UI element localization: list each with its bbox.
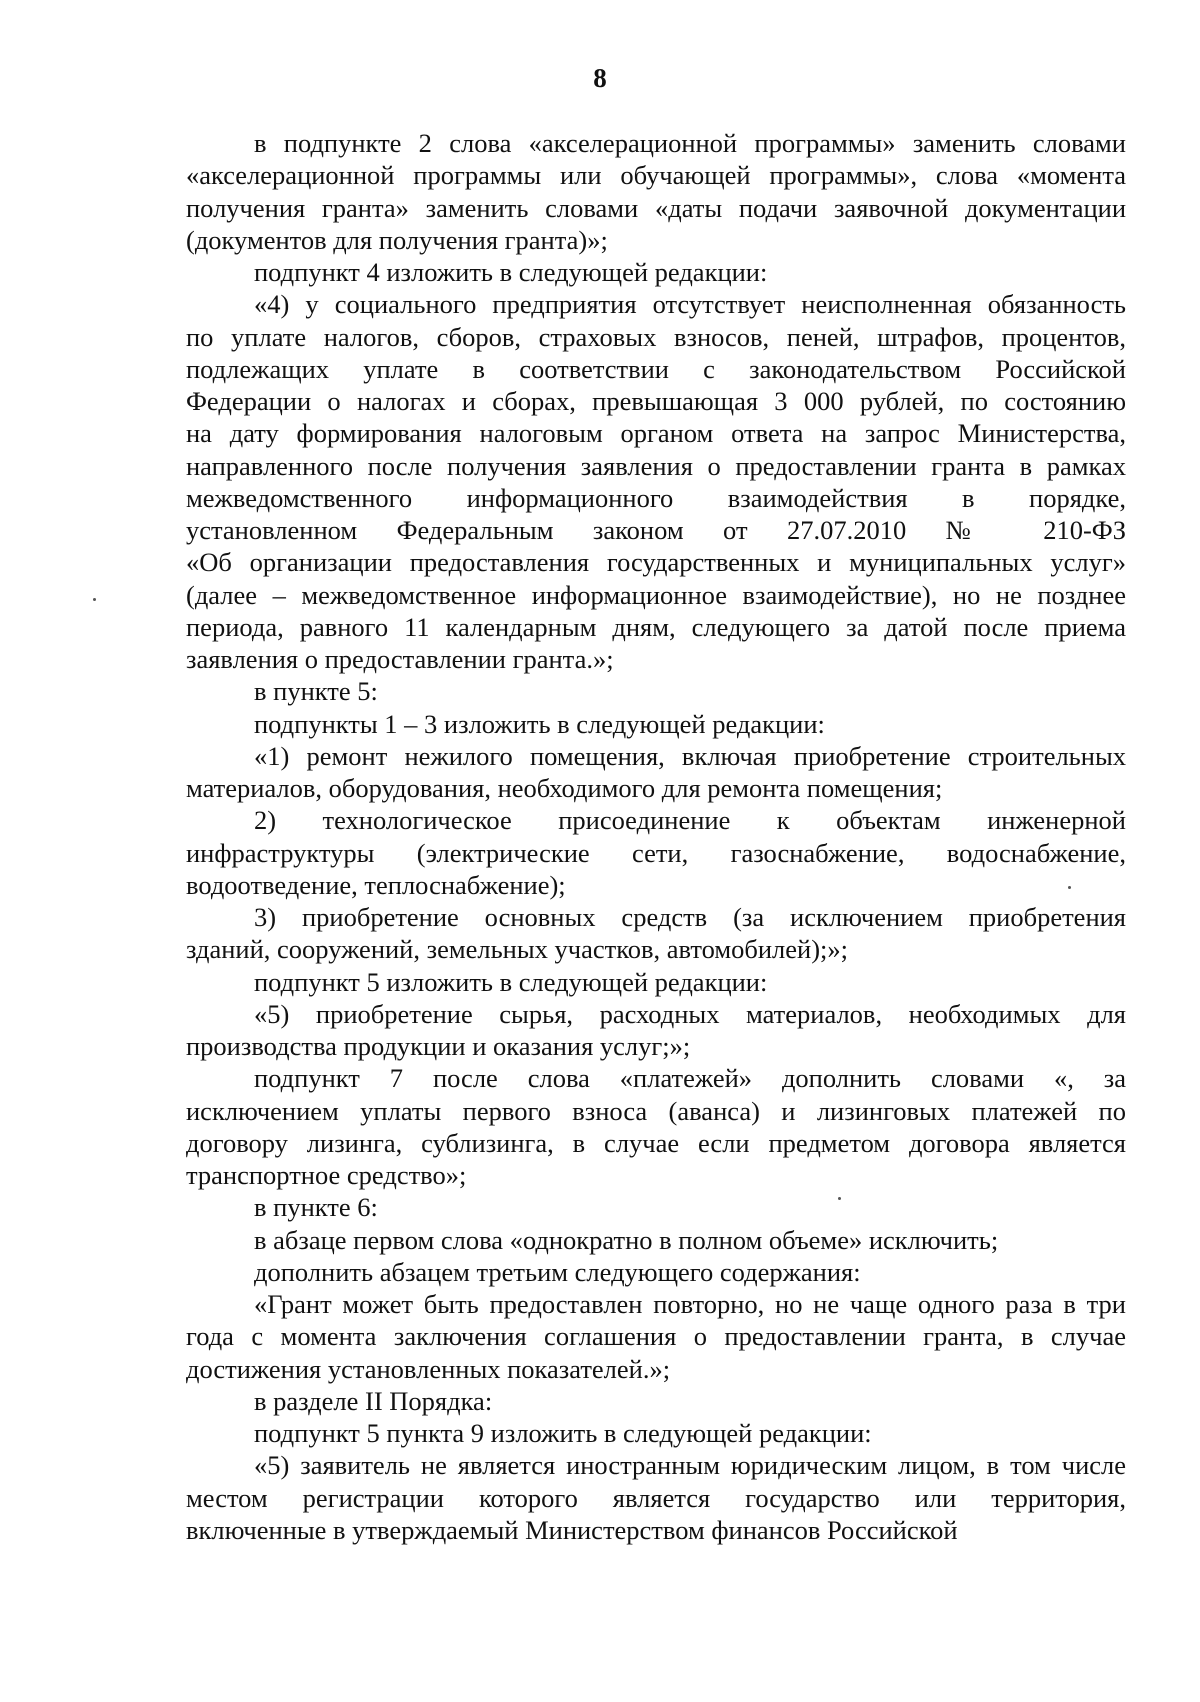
text-line: транспортное средство»;: [186, 1160, 467, 1190]
text-line: производства продукции и оказания услуг;»;: [186, 1031, 691, 1061]
text-line: получения гранта» заменить словами «даты подачи заявочной документации: [186, 192, 1126, 223]
paragraph: [186, 675, 1126, 707]
text-line: в разделе II Порядка:: [254, 1385, 493, 1416]
text-line: зданий, сооружений, земельных участков, автомобилей);»;: [186, 934, 849, 965]
text-line: 2) технологическое присоединение к объектам инженерной: [254, 805, 1126, 836]
text-line: инфраструктуры (электрические сети, газоснабжение, водоснабжение,: [186, 837, 1126, 868]
text-line: подпункт 5 изложить в следующей редакции:: [254, 966, 768, 997]
text-line: года с момента заключения соглашения о предоставлении гранта, в случае: [186, 1321, 1126, 1352]
paragraph: [186, 1385, 1126, 1417]
text-line: (документов для получения гранта)»;: [186, 224, 608, 255]
text-line: в подпункте 2 слова «акселерационной программы» заменить словами: [254, 128, 1126, 158]
text-line: межведомственного информационного взаимодействия в порядке,: [186, 482, 1126, 513]
text-line: Федерации о налогах и сборах, превышающая 3 000 рублей, по состоянию: [186, 386, 1126, 416]
paragraph: [186, 1224, 1126, 1256]
text-line: 3) приобретение основных средств (за исключением приобретения: [254, 902, 1126, 932]
text-line: заявления о предоставлении гранта.»;: [186, 644, 614, 674]
text-line: подпункт 5 пункта 9 изложить в следующей редакции:: [254, 1418, 872, 1448]
text-line: подлежащих уплате в соответствии с законодательством Российской: [186, 353, 1126, 384]
text-line: подпункты 1 – 3 изложить в следующей редакции:: [254, 708, 825, 739]
paragraph: [186, 127, 1126, 256]
text-line: «4) у социального предприятия отсутствует неисполненная обязанность: [254, 289, 1126, 320]
text-line: исключением уплаты первого взноса (аванса) и лизинговых платежей по: [186, 1095, 1126, 1126]
paragraph: [186, 1288, 1126, 1385]
text-line: «акселерационной программы или обучающей программы», слова «момента: [186, 160, 1126, 191]
paragraph: [186, 288, 1126, 675]
text-line: «5) заявитель не является иностранным юридическим лицом, в том числе: [254, 1450, 1126, 1481]
text-line: «1) ремонт нежилого помещения, включая приобретение строительных: [254, 740, 1126, 771]
text-line: подпункт 7 после слова «платежей» дополнить словами «, за: [254, 1063, 1126, 1094]
text-line: на дату формирования налоговым органом ответа на запрос Министерства,: [186, 418, 1126, 449]
text-line: включенные в утверждаемый Министерством финансов Российской: [186, 1514, 958, 1545]
paragraph: [186, 740, 1126, 805]
scan-speck: [1068, 886, 1071, 889]
paragraph: [186, 1191, 1126, 1223]
text-line: в пункте 5:: [254, 676, 378, 707]
text-line: материалов, оборудования, необходимого для ремонта помещения;: [186, 773, 943, 803]
text-line: местом регистрации которого является государство или территория,: [186, 1482, 1126, 1513]
paragraph: [186, 256, 1126, 288]
paragraph: [186, 1449, 1126, 1546]
text-line: по уплате налогов, сборов, страховых взносов, пеней, штрафов, процентов,: [186, 321, 1126, 352]
text-line: дополнить абзацем третьим следующего содержания:: [254, 1256, 861, 1287]
text-line: «Об организации предоставления государственных и муниципальных услуг»: [186, 547, 1126, 578]
text-line: (далее – межведомственное информационное взаимодействие), но не позднее: [186, 579, 1126, 610]
text-line: направленного после получения заявления о предоставлении гранта в рамках: [186, 450, 1126, 481]
scan-speck: [838, 1197, 841, 1200]
document-body: [186, 127, 1126, 1546]
paragraph: [186, 1062, 1126, 1191]
page-number: 8: [593, 63, 607, 93]
text-line: периода, равного 11 календарным дням, следующего за датой после приема: [186, 611, 1126, 642]
paragraph: [186, 708, 1126, 740]
text-line: договору лизинга, сублизинга, в случае если предметом договора является: [186, 1127, 1126, 1158]
text-line: достижения установленных показателей.»;: [186, 1353, 671, 1384]
paragraph: [186, 804, 1126, 901]
paragraph: [186, 1256, 1126, 1288]
text-line: установленном Федеральным законом от 27.07.2010 № 210-ФЗ: [186, 515, 1126, 545]
scan-speck: [93, 598, 96, 601]
text-line: «5) приобретение сырья, расходных материалов, необходимых для: [254, 998, 1126, 1029]
text-line: подпункт 4 изложить в следующей редакции:: [254, 257, 768, 287]
paragraph: [186, 1417, 1126, 1449]
paragraph: [186, 998, 1126, 1063]
text-line: «Грант может быть предоставлен повторно, но не чаще одного раза в три: [254, 1289, 1126, 1319]
paragraph: [186, 901, 1126, 966]
text-line: в абзаце первом слова «однократно в полном объеме» исключить;: [254, 1224, 999, 1255]
text-line: водоотведение, теплоснабжение);: [186, 869, 566, 900]
text-line: в пункте 6:: [254, 1192, 378, 1223]
paragraph: [186, 966, 1126, 998]
